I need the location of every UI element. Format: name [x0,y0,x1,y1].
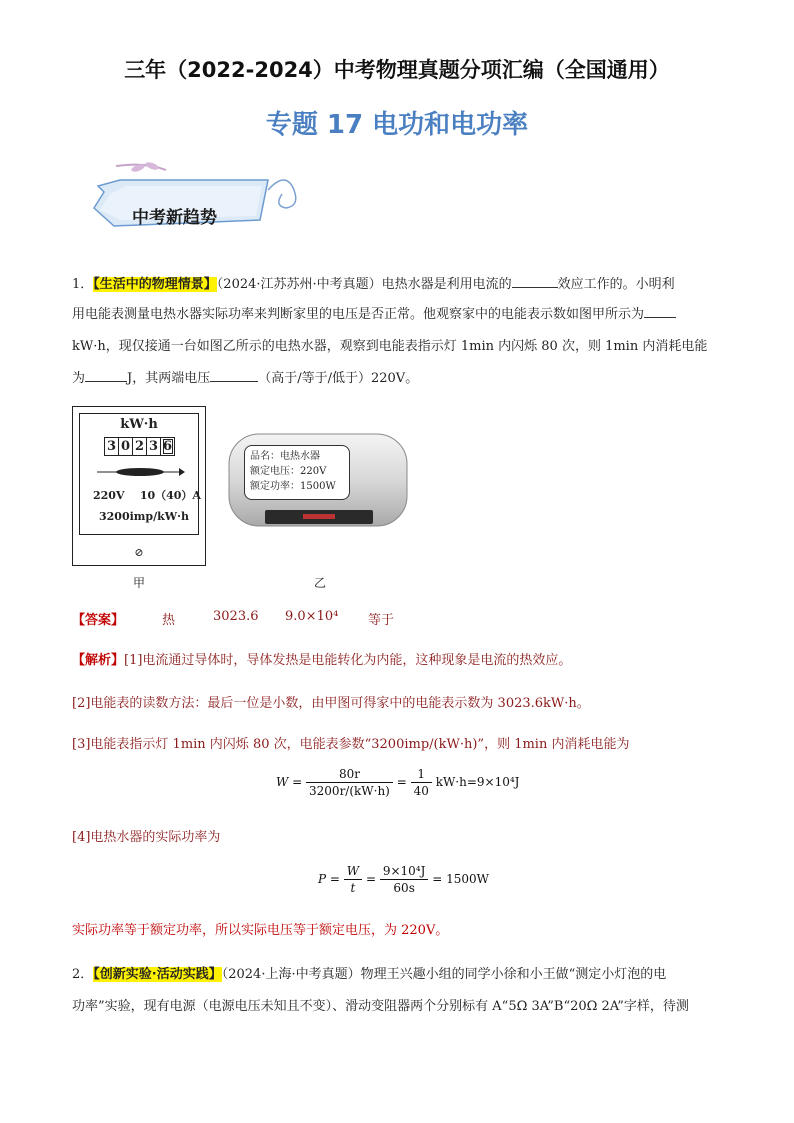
q1-tag: 【生活中的物理情景】 [93,277,217,292]
topic-title: 专题 17 电功和电功率 [265,110,529,140]
analysis-p1 [72,651,571,671]
blank-3 [85,367,127,382]
formula1-lhs: W = [276,775,303,789]
meter-digit: 3 [147,437,161,456]
blank-2 [644,303,676,318]
heater-power: 额定功率：1500W [250,481,336,492]
heater-label-box [244,445,350,500]
answer-1: 热 [162,613,176,628]
meter-digit: 2 [133,437,147,456]
meter-digit-decimal: 6 [161,437,175,456]
formula-energy [276,767,520,798]
section-banner-label: 中考新趋势 [132,208,217,228]
electric-meter-figure [72,406,206,566]
formula1-fraction2 [411,767,432,798]
q2-line2 [72,992,722,1022]
formula1-den: 3200r/(kW·h) [309,784,390,798]
formula1-num2: 1 [411,767,432,783]
formula1-eq: = [396,775,407,789]
analysis-p2: [2]电能表的读数方法：最后一位是小数，由甲图可得家中的电能表示数为 3023.6kW·h。 [72,696,590,711]
formula2-num2: 9×10⁴J [380,864,429,880]
formula2-fraction [344,864,362,895]
q2-line2-text: 功率”实验，现有电源（电源电压未知且不变）、滑动变阻器两个分别标有 A“5Ω 3A”B“20Ω 2A”字样，待测 [72,999,689,1014]
meter-symbol: ⊘ [134,546,144,559]
formula1-fraction [306,767,393,798]
analysis-label: 【解析】 [72,653,125,668]
figure-caption-a: 甲 [133,576,146,590]
q1-line2 [72,300,722,330]
formula1-den2: 40 [413,784,429,798]
q1-text1b: 效应工作的。小明利 [557,277,675,292]
q1-line4c: （高于/等于/低于）220V。 [258,371,419,386]
analysis-p3: [3]电能表指示灯 1min 内闪烁 80 次，电能表参数“3200imp/(kW·h)”，则 1min 内消耗电能为 [72,737,630,752]
q1-source: （2024·江苏苏州·中考真题）电热水器是利用电流的 [216,277,512,292]
q2-tag: 【创新实验·活动实践】 [93,967,222,982]
meter-disk-icon [95,465,185,479]
meter-unit: kW·h [120,417,158,432]
q2-number: 2． [72,967,94,982]
analysis-p1-text: [1]电流通过导体时，导体发热是电能转化为内能，这种现象是电流的热效应。 [124,653,572,668]
q1-line3-text: kW·h，现仅接通一台如图乙所示的电热水器，观察到电能表指示灯 1min 内闪烁 80 次，则 1min 内消耗电能 [72,339,708,354]
meter-digit: 3 [104,437,119,456]
answer-4: 等于 [368,613,395,628]
section-banner [86,160,316,240]
q1-line3 [72,332,722,362]
formula2-fraction2 [380,864,429,895]
q1-line4 [72,364,722,394]
answer-label: 【答案】 [72,613,125,628]
q2-text1: （2024·上海·中考真题）物理王兴趣小组的同学小徐和小王做“测定小灯泡的电 [221,967,667,982]
formula2-den2: 60s [393,881,415,895]
meter-constant: 3200imp/kW·h [99,510,189,523]
page-title: 三年（2022-2024）中考物理真题分项汇编（全国通用） [124,58,670,82]
q1-line2-text: 用电能表测量电热水器实际功率来判断家里的电压是否正常。他观察家中的电能表示数如图甲所示为 [72,307,645,322]
formula2-num: W [344,864,362,880]
heater-name: 品名：电热水器 [250,451,320,462]
q1-line1 [72,270,722,300]
q2-line1 [72,960,722,990]
answer-3: 9.0×10⁴ [285,609,339,624]
formula2-lhs: P = [318,872,340,886]
q1-line4a: 为 [72,371,86,386]
formula2-den: t [350,881,356,895]
formula2-rhs: = 1500W [432,872,490,886]
formula2-eq: = [365,872,377,886]
meter-digit: 0 [119,437,133,456]
q1-line4b: J，其两端电压 [127,371,211,386]
figure-caption-b: 乙 [314,576,327,590]
analysis-conclusion: 实际功率等于额定功率，所以实际电压等于额定电压，为 220V。 [72,923,449,938]
meter-rating: 220V 10（40）A [93,489,201,502]
formula-power [318,864,489,895]
blank-4 [210,367,258,382]
formula1-rhs: kW·h=9×10⁴J [435,775,520,789]
formula1-num: 80r [306,767,393,783]
answer-2: 3023.6 [213,609,259,624]
meter-digits [104,437,175,456]
heater-voltage: 额定电压：220V [250,466,327,477]
analysis-p4: [4]电热水器的实际功率为 [72,830,221,845]
blank-1 [512,273,558,288]
q1-number: 1． [72,277,94,292]
